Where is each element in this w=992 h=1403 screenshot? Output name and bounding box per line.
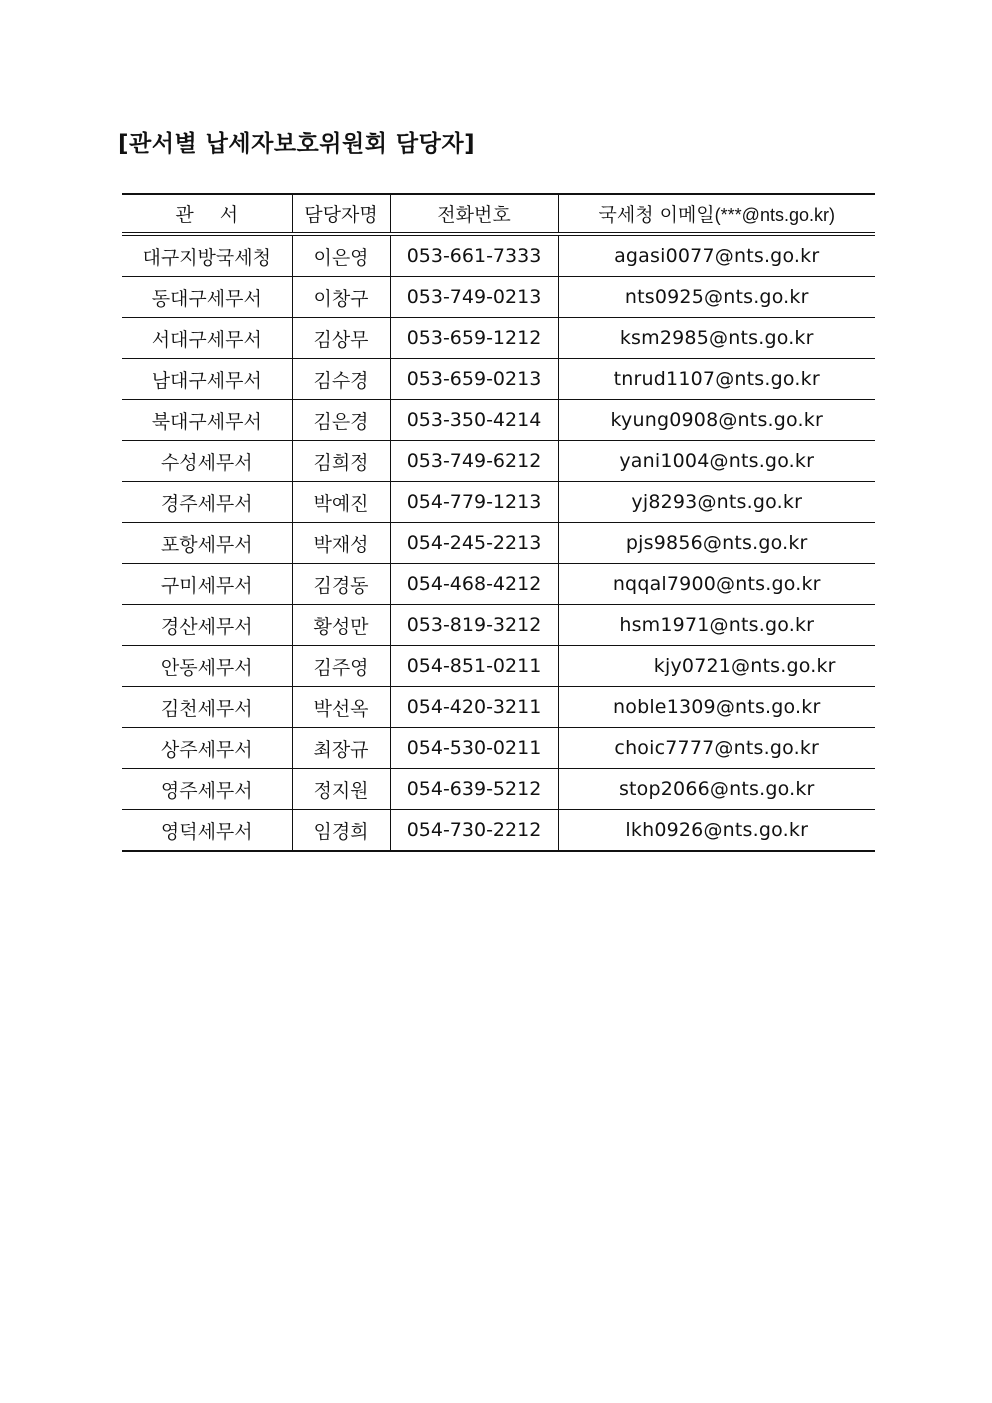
office-cell: 영덕세무서 (122, 810, 292, 852)
person-cell: 김수경 (292, 359, 390, 400)
person-cell: 김주영 (292, 646, 390, 687)
header-office: 관 서 (175, 204, 249, 226)
office-cell: 구미세무서 (122, 564, 292, 605)
phone-cell: 053-749-6212 (390, 441, 558, 482)
phone-cell: 053-661-7333 (390, 234, 558, 277)
phone-cell: 053-819-3212 (390, 605, 558, 646)
office-cell: 북대구세무서 (122, 400, 292, 441)
office-cell: 영주세무서 (122, 769, 292, 810)
email-cell: stop2066@nts.go.kr (558, 769, 875, 810)
phone-cell: 054-779-1213 (390, 482, 558, 523)
person-cell: 박예진 (292, 482, 390, 523)
table-row (122, 523, 875, 564)
phone-cell: 053-350-4214 (390, 400, 558, 441)
table-row (122, 318, 875, 359)
email-cell: yj8293@nts.go.kr (558, 482, 875, 523)
phone-cell: 054-730-2212 (390, 810, 558, 852)
person-cell: 김경동 (292, 564, 390, 605)
email-cell: hsm1971@nts.go.kr (558, 605, 875, 646)
email-cell: ksm2985@nts.go.kr (558, 318, 875, 359)
email-cell: lkh0926@nts.go.kr (558, 810, 875, 852)
person-cell: 김희정 (292, 441, 390, 482)
person-cell: 최장규 (292, 728, 390, 769)
table-row (122, 482, 875, 523)
email-cell: nqqal7900@nts.go.kr (558, 564, 875, 605)
person-cell: 김은경 (292, 400, 390, 441)
phone-cell: 053-659-0213 (390, 359, 558, 400)
table-row (122, 646, 875, 687)
table-header-row (122, 194, 875, 234)
header-email-note: (***@nts.go.kr) (714, 205, 835, 225)
email-cell: pjs9856@nts.go.kr (558, 523, 875, 564)
header-email (558, 194, 875, 234)
header-person: 담당자명 (292, 194, 390, 234)
phone-cell: 054-851-0211 (390, 646, 558, 687)
table-row (122, 234, 875, 277)
header-phone: 전화번호 (390, 194, 558, 234)
phone-cell: 053-749-0213 (390, 277, 558, 318)
office-cell: 경주세무서 (122, 482, 292, 523)
email-cell: noble1309@nts.go.kr (558, 687, 875, 728)
office-cell: 동대구세무서 (122, 277, 292, 318)
table-row (122, 605, 875, 646)
table-row (122, 728, 875, 769)
office-cell: 김천세무서 (122, 687, 292, 728)
person-cell: 박선옥 (292, 687, 390, 728)
person-cell: 정지원 (292, 769, 390, 810)
email-cell: tnrud1107@nts.go.kr (558, 359, 875, 400)
person-cell: 임경희 (292, 810, 390, 852)
email-cell: kyung0908@nts.go.kr (558, 400, 875, 441)
phone-cell: 054-420-3211 (390, 687, 558, 728)
person-cell: 황성만 (292, 605, 390, 646)
page-title: [관서별 납세자보호위원회 담당자] (118, 131, 476, 157)
person-cell: 박재성 (292, 523, 390, 564)
table-row (122, 769, 875, 810)
office-cell: 서대구세무서 (122, 318, 292, 359)
table-row (122, 400, 875, 441)
email-cell: agasi0077@nts.go.kr (558, 234, 875, 277)
table-row (122, 810, 875, 852)
phone-cell: 054-468-4212 (390, 564, 558, 605)
table-row (122, 441, 875, 482)
office-cell: 대구지방국세청 (122, 234, 292, 277)
email-cell: kjy0721@nts.go.kr (558, 646, 875, 687)
office-cell: 남대구세무서 (122, 359, 292, 400)
header-email-prefix: 국세청 이메일 (598, 204, 715, 226)
email-cell: choic7777@nts.go.kr (558, 728, 875, 769)
phone-cell: 054-245-2213 (390, 523, 558, 564)
office-cell: 포항세무서 (122, 523, 292, 564)
email-cell: yani1004@nts.go.kr (558, 441, 875, 482)
table-row (122, 687, 875, 728)
phone-cell: 053-659-1212 (390, 318, 558, 359)
person-cell: 이은영 (292, 234, 390, 277)
phone-cell: 054-530-0211 (390, 728, 558, 769)
office-cell: 상주세무서 (122, 728, 292, 769)
table-row (122, 359, 875, 400)
person-cell: 이창구 (292, 277, 390, 318)
email-cell: nts0925@nts.go.kr (558, 277, 875, 318)
phone-cell: 054-639-5212 (390, 769, 558, 810)
table-row (122, 277, 875, 318)
person-cell: 김상무 (292, 318, 390, 359)
office-cell: 경산세무서 (122, 605, 292, 646)
contact-table (122, 193, 875, 852)
office-cell: 수성세무서 (122, 441, 292, 482)
table-row (122, 564, 875, 605)
office-cell: 안동세무서 (122, 646, 292, 687)
